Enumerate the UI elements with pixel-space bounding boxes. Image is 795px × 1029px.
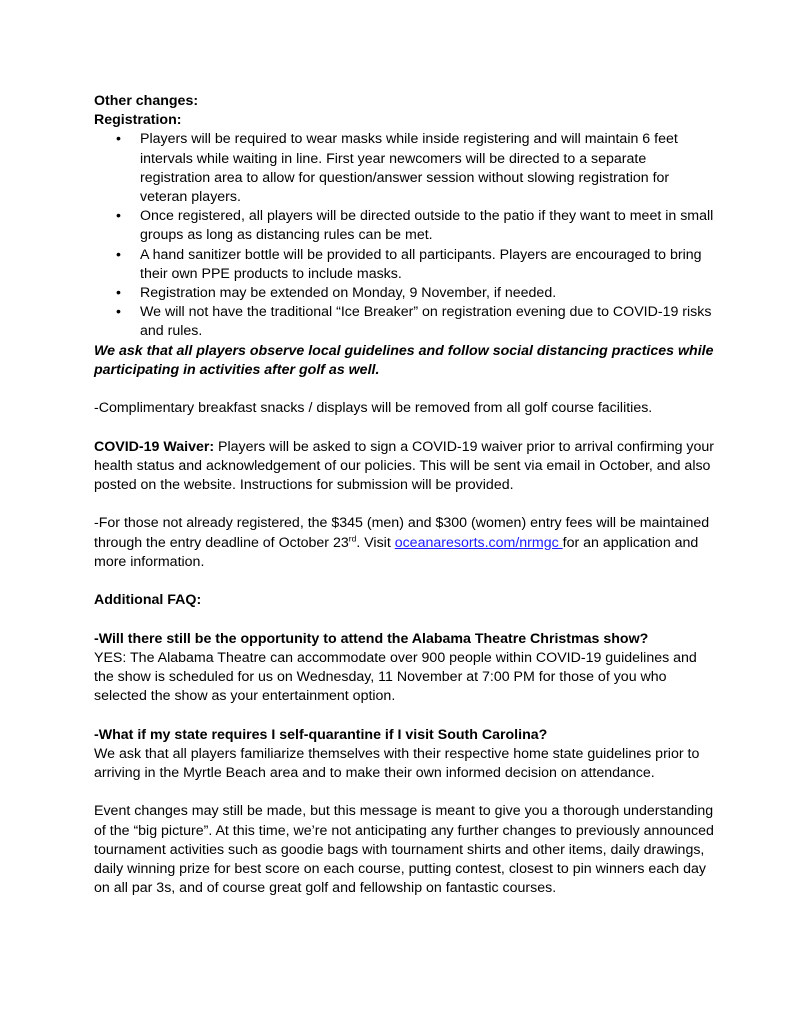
faq-answer: We ask that all players familiarize themselves with their respective home state guidelines prior to arriving in the Myrtle Beach area and to make their own informed decision on attendance. — [94, 745, 700, 782]
entry-text-after: for an application and more information. — [94, 534, 699, 570]
list-item: • A hand sanitizer bottle will be provided to all participants. Players are encouraged to bring their own PPE products to include masks. — [94, 246, 714, 284]
entry-fee-paragraph — [94, 514, 714, 572]
registration-list — [94, 130, 714, 341]
waiver-paragraph — [94, 438, 714, 496]
document-page — [94, 92, 714, 898]
waiver-text: Players will be asked to sign a COVID-19 waiver prior to arrival confirming your health status and acknowledgement of our policies. This will be sent via email in October, and also posted on the website. Instructions for submission will be provided. — [94, 438, 715, 494]
list-item: • We will not have the traditional “Ice Breaker” on registration evening due to COVID-19 risks and rules. — [94, 303, 714, 341]
entry-text-before: -For those not already registered, the $345 (men) and $300 (women) entry fees will be maintained through the entry deadline of October 23 — [94, 515, 710, 551]
faq-question: -What if my state requires I self-quarantine if I visit South Carolina? — [94, 726, 548, 743]
list-item: • Players will be required to wear masks while inside registering and will maintain 6 feet intervals while waiting in line. First year newcomers will be directed to a separate registration area to allow for question/answer session without slowing registration for veteran players. — [94, 130, 714, 207]
breakfast-note: -Complimentary breakfast snacks / displays will be removed from all golf course facilities. — [94, 400, 653, 417]
registration-heading: Registration: — [94, 112, 182, 129]
list-item: • Once registered, all players will be directed outside to the patio if they want to meet in small groups as long as distancing rules can be met. — [94, 207, 714, 245]
closing-paragraph: Event changes may still be made, but this message is meant to give you a thorough understanding of the “big picture”. At this time, we’re not anticipating any further changes to previously announced tournament activities such as goodie bags with tournament shirts and other items, daily drawings, daily winning prize for best score on each course, putting contest, closest to pin winners each day on all par 3s, and of course great golf and fellowship on fantastic courses. — [94, 803, 714, 897]
waiver-label: COVID-19 Waiver: — [94, 438, 215, 455]
entry-text-mid: . Visit — [356, 534, 395, 551]
website-link[interactable]: oceanaresorts.com/nrmgc — [394, 534, 563, 551]
guidelines-statement: We ask that all players observe local guidelines and follow social distancing practices while participating in activities after golf as well. — [94, 342, 714, 378]
faq-answer: YES: The Alabama Theatre can accommodate over 900 people within COVID-19 guidelines and the show is scheduled for us on Wednesday, 11 November at 7:00 PM for those of you who selected the show as your entertainment option. — [94, 649, 697, 705]
ordinal-suffix: rd — [348, 532, 357, 543]
faq-question: -Will there still be the opportunity to attend the Alabama Theatre Christmas show? — [94, 630, 649, 647]
faq-heading: Additional FAQ: — [94, 592, 202, 609]
list-item: • Registration may be extended on Monday, 9 November, if needed. — [94, 284, 714, 303]
other-changes-heading: Other changes: — [94, 93, 199, 109]
